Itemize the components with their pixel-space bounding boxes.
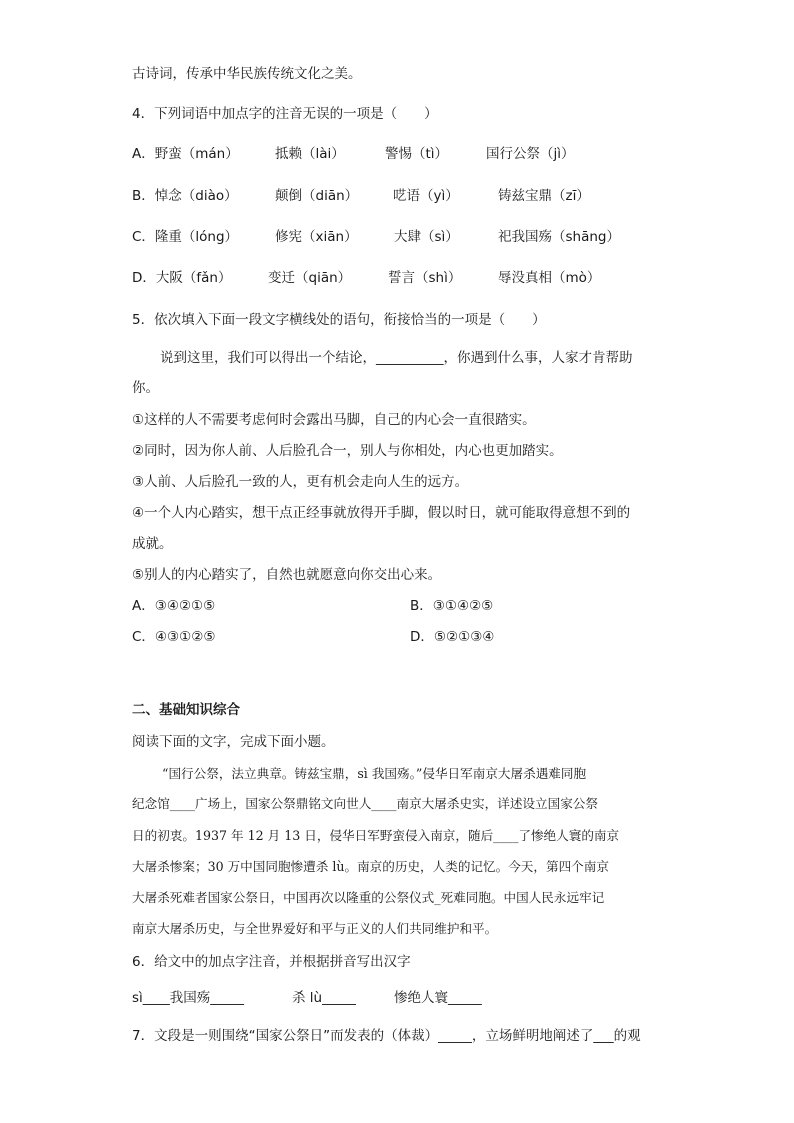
q5-context-line1: 说到这里，我们可以得出一个结论，__________，你遇到什么事，人家才肯帮助 xyxy=(160,350,633,366)
q4-option-b-word2: 颠倒（diān） xyxy=(275,188,359,204)
intro-tail-text: 古诗词，传承中华民族传统文化之美。 xyxy=(132,66,362,82)
q4-option-a-label: A．野蛮（mán） xyxy=(132,146,239,162)
q5-sentence-1: ①这样的人不需要考虑何时会露出马脚，自己的内心会一直很踏实。 xyxy=(132,412,536,428)
q4-option-c-word3: 大肆（sì） xyxy=(394,229,459,245)
q5-choice-b: B．③①④②⑤ xyxy=(410,598,494,614)
q5-sentence-3: ③人前、人后脸孔一致的人，更有机会走向人生的远方。 xyxy=(132,474,469,490)
q7-stem: 7．文段是一则围绕“国家公祭日”而发表的（体裁）_____，立场鲜明地阐述了___的观 xyxy=(132,1028,641,1044)
passage-line-6: 南京大屠杀历史，与全世界爱好和平与正义的人们共同维护和平。 xyxy=(132,921,498,936)
q5-choice-d: D．⑤②①③④ xyxy=(410,629,495,645)
q4-option-c-word2: 修宪（xiān） xyxy=(275,229,358,245)
passage-line-2: 纪念馆____广场上，国家公祭鼎铭文向世人____南京大屠杀史实，详述设立国家公祭 xyxy=(132,796,598,811)
q5-sentence-4-cont: 成就。 xyxy=(132,536,173,552)
section-2-title: 二、基础知识综合 xyxy=(132,702,240,718)
q4-option-d-word3: 誓言（shì） xyxy=(388,270,462,286)
q4-option-d-word4: 辱没真相（mò） xyxy=(498,270,601,286)
q4-option-a-word4: 国行公祭（jì） xyxy=(486,146,575,162)
q4-option-b-word3: 呓语（yì） xyxy=(393,188,459,204)
q4-option-a-word2: 抵赖（lài） xyxy=(275,146,345,162)
q5-sentence-5: ⑤别人的内心踏实了，自然也就愿意向你交出心来。 xyxy=(132,567,442,583)
q4-option-d-word2: 变迁（qiān） xyxy=(268,270,352,286)
q4-option-a-word3: 警惕（tì） xyxy=(385,146,449,162)
passage-line-3: 日的初衷。1937 年 12 月 13 日，侵华日军野蛮侵入南京，随后____了惨绝人寰的南京 xyxy=(132,828,620,843)
q6-blank-3: 惨绝人寰_____ xyxy=(394,990,482,1006)
q4-option-c-word4: 祀我国殇（shāng） xyxy=(498,229,620,245)
q4-option-d-label: D．大阪（fǎn） xyxy=(132,270,232,286)
section-2-instruction: 阅读下面的文字，完成下面小题。 xyxy=(132,734,335,750)
q6-stem: 6．给文中的加点字注音，并根据拼音写出汉字 xyxy=(132,954,411,970)
q5-stem: 5．依次填入下面一段文字横线处的语句，衔接恰当的一项是（ ） xyxy=(132,312,546,328)
q4-stem: 4．下列词语中加点字的注音无误的一项是（ ） xyxy=(132,106,438,122)
q5-sentence-4: ④一个人内心踏实，想干点正经事就放得开手脚，假以时日，就可能取得意想不到的 xyxy=(132,505,631,521)
passage-line-4: 大屠杀惨案；30 万中国同胞惨遭杀 lù。南京的历史，人类的记忆。今天，第四个南京 xyxy=(132,859,609,874)
passage-line-5: 大屠杀死难者国家公祭日，中国再次以隆重的公祭仪式_死难同胞。中国人民永远牢记 xyxy=(132,890,605,905)
q5-context-line2: 你。 xyxy=(132,380,159,396)
q6-blank-1: sì____我国殇_____ xyxy=(132,990,245,1006)
q4-option-c-label: C．隆重（lóng） xyxy=(132,229,239,245)
q5-choice-c: C．④③①②⑤ xyxy=(132,629,216,645)
q4-option-b-label: B．悼念（diào） xyxy=(132,188,238,204)
passage-line-1: “国行公祭，法立典章。铸兹宝鼎，sì 我国殇。”侵华日军南京大屠杀遇难同胞 xyxy=(162,766,587,781)
q4-option-b-word4: 铸兹宝鼎（zī） xyxy=(498,188,590,204)
q5-choice-a: A．③④②①⑤ xyxy=(132,598,216,614)
q6-blank-2: 杀 lù_____ xyxy=(292,990,356,1006)
q5-sentence-2: ②同时，因为你人前、人后脸孔合一，别人与你相处，内心也更加踏实。 xyxy=(132,443,563,459)
